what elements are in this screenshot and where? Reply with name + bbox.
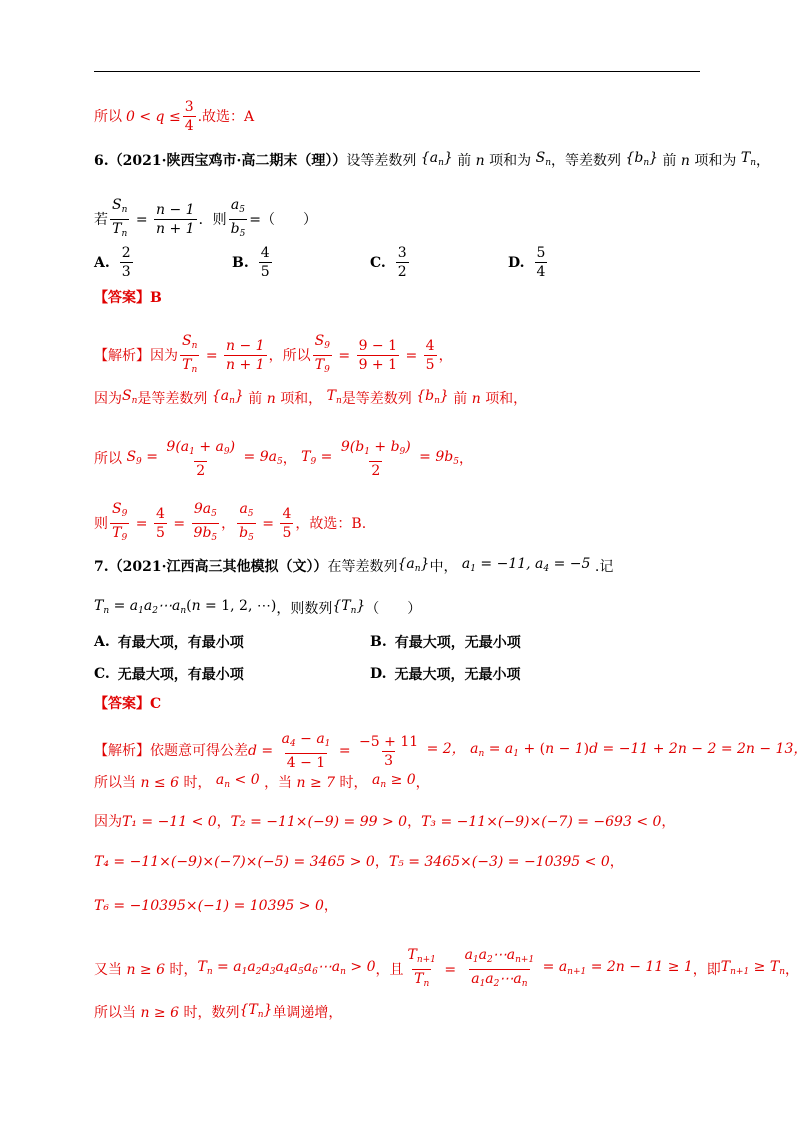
q7-analysis-6: 又当 n ≥ 6 时， $T_n$ = $a_1a_2a_3a_4a_5a_6\cdots a_n > 0$ ，且 $\frac{T_{n+1}}{T_n}$ = $\frac{a_1a_2\cdots a_{n+1}}{a_1a_2\cdots a_n}$ = $a_{n+1} = 2n - 11 \ge 1$ ，即 $T_{n+1} \ge T_n$ ， [94, 946, 799, 993]
q6-analysis-1: 【解析】 因为 $\frac{S_n}{T_n}$ = $\frac{n - 1}{n + 1}$ ，所以 $\frac{S_9}{T_9}$ = $\frac{9 - 1}{9 + 1}$ = $\frac{4}{5}$ ， [94, 332, 453, 379]
q7-analysis-4: T₄ = −11×(−9)×(−7)×(−5) = 3465 > 0 ， T₅ = 3465×(−3) = −10395 < 0 ， [94, 854, 624, 870]
q7-analysis-1: 【解析】 依题意可得公差 d = $\frac{a_4 - a_1}{4 - 1}$ = $\frac{-5 + 11}{3}$ = 2， $a_n = a_1 + (n - 1)d = -11 + 2n - 2 = 2n - 13$， [94, 731, 807, 771]
q6-analysis-3: 所以 $S_9$ = $\frac{9(a_1 + a_9)}{2}$ = $9a_5$ ， $T_9$ = $\frac{9(b_1 + b_9)}{2}$ = $9b_5$ ， [94, 439, 473, 479]
q6-option-a[interactable]: A. $\frac{2}{3}$ [94, 245, 131, 280]
q7-option-c[interactable]: C. 无最大项，有最小项 [94, 666, 244, 683]
q6-number: 6. [94, 152, 109, 169]
q5-conclusion [94, 98, 254, 135]
q6-stem: 6. （2021·陕西宝鸡市·高二期末（理）） 设等差数列 $\{a_n\}$ 前 n 项和为 $S_n$ ，等差数列 $\{b_n\}$ 前 n 项和为 $T_n$ ， [94, 150, 770, 169]
q7-analysis-3: 因为 T₁ = −11 < 0 ， T₂ = −11×(−9) = 99 > 0 ， T₃ = −11×(−9)×(−7) = −693 < 0 ， [94, 814, 676, 830]
q7-option-a[interactable]: A. 有最大项，有最小项 [94, 634, 244, 651]
q7-analysis-5: T₆ = −10395×(−1) = 10395 > 0 ， [94, 898, 338, 914]
q6-analysis-4: 则 $\frac{S_9}{T_9}$ = $\frac{4}{5}$ = $\frac{9a_5}{9b_5}$ ， $\frac{a_5}{b_5}$ = $\frac{4}{5}$ ，故选：B. [94, 500, 366, 547]
q5-fraction: $\frac{3}{4}$ [184, 99, 194, 134]
q6-answer-value: B [150, 290, 162, 306]
q6-option-c[interactable]: C. $\frac{3}{2}$ [370, 245, 407, 280]
q7-option-b[interactable]: B. 有最大项，无最小项 [370, 634, 521, 651]
q6-analysis-2: 因为 $S_n$ 是等差数列 $\{a_n\}$ 前 n 项和， $T_n$ 是等差数列 $\{b_n\}$ 前 n 项和， [94, 388, 528, 407]
q6-answer: 【答案】 B [94, 290, 162, 306]
q7-analysis-7: 所以当 n ≥ 6 时，数列 $\{T_n\}$ 单调递增， [94, 1002, 343, 1021]
q7-stem-2: $T_n$ = $a_1a_2\cdots a_n(n = 1$, 2, ⋯) ，则数列 $\{T_n\}$ （ ） [94, 598, 422, 617]
q7-answer: 【答案】 C [94, 696, 162, 712]
q6-condition: 若 $\frac{S_n}{T_n}$ = $\frac{n - 1}{n + 1}$ ．则 $\frac{a_5}{b_5}$ =（ ） [94, 196, 317, 243]
q7-number: 7. [94, 558, 109, 575]
q7-source: （2021·江西高三其他模拟（文）） [108, 558, 328, 575]
header-rule [94, 71, 700, 72]
q6-option-b[interactable]: B. $\frac{4}{5}$ [232, 245, 270, 280]
q5-suffix: .故选：A [197, 108, 255, 125]
q5-prefix: 所以 [94, 108, 122, 125]
q7-answer-value: C [150, 696, 162, 712]
q6-option-d[interactable]: D. $\frac{5}{4}$ [508, 245, 546, 280]
q7-analysis-2: 所以当 n ≤ 6 时， $a_n < 0$ ，当 n ≥ 7 时， $a_n \ge 0$ ， [94, 772, 430, 791]
q6-source: （2021·陕西宝鸡市·高二期末（理）） [108, 152, 347, 169]
q7-option-d[interactable]: D. 无最大项，无最小项 [370, 666, 521, 683]
q7-stem: 7. （2021·江西高三其他模拟（文）） 在等差数列 $\{a_n\}$ 中， $a_1 = -11$, $a_4 = -5$ .记 [94, 556, 614, 575]
q5-math: 0 < q ≤ [126, 108, 181, 125]
